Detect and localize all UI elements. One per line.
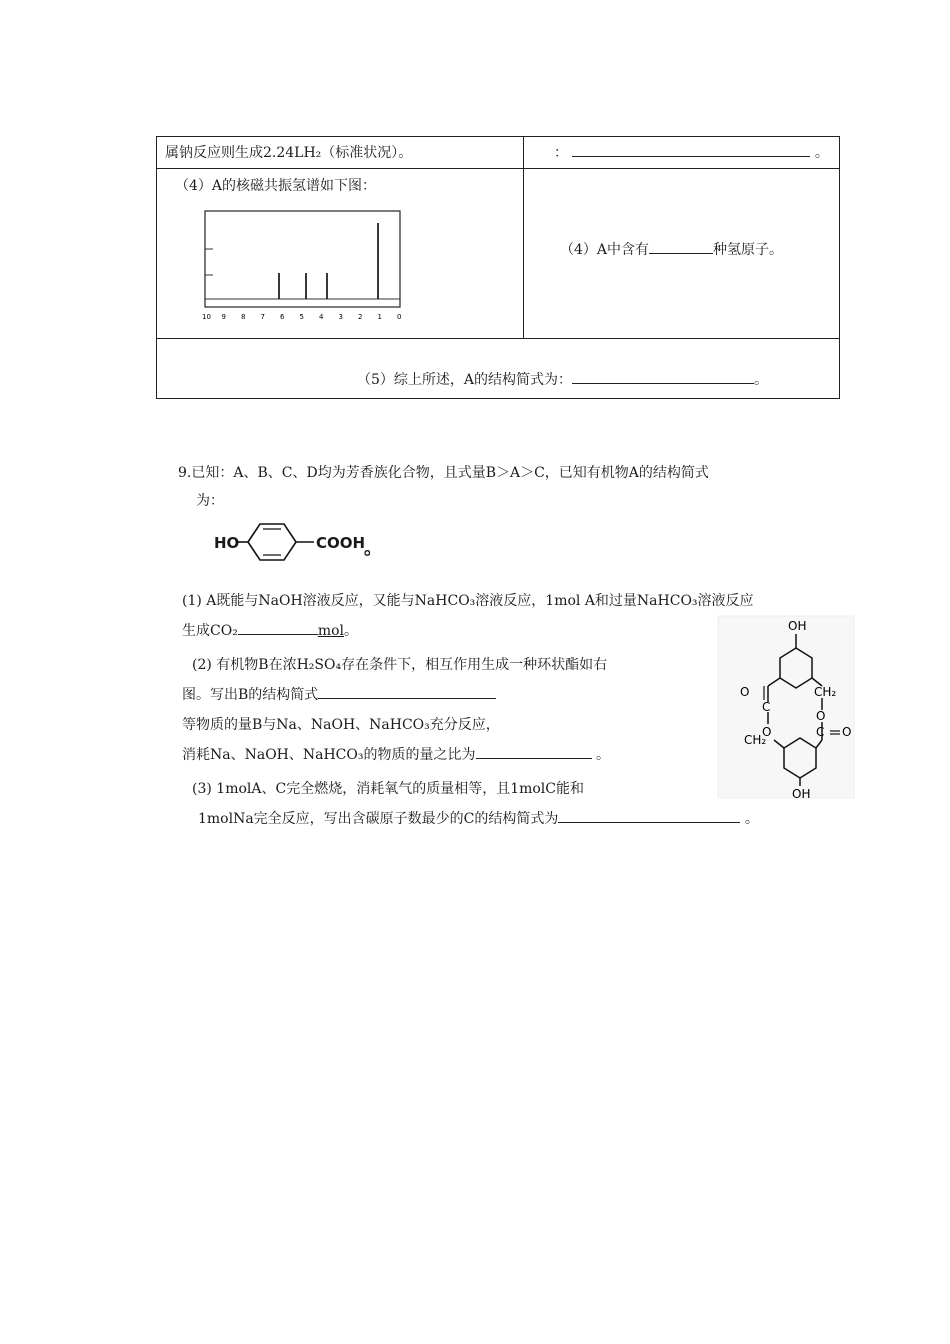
o-ring-right: O [816, 709, 826, 723]
nmr-tick-label: 8 [241, 313, 246, 321]
row3-cell [157, 339, 840, 399]
row1-end: 。 [814, 145, 829, 161]
q9-intro-line2: 为： [196, 493, 224, 509]
q9-p1-line2 [182, 620, 358, 640]
q9-p1-prefix: 生成CO₂ [182, 623, 238, 639]
watermark [718, 616, 854, 798]
question-table [156, 136, 840, 399]
answer-blank[interactable] [318, 684, 496, 699]
q9-p3-end: 。 [744, 811, 759, 827]
o-carbonyl-right: O [842, 725, 852, 739]
q9-p2-line4-end: 。 [595, 747, 610, 763]
nmr-tick-label: 5 [299, 313, 304, 321]
nmr-tick-label: 3 [338, 313, 343, 321]
row3-end: 。 [754, 372, 769, 388]
q9-p3-line1: (3) 1molA、C完全燃烧，消耗氧气的质量相等，且1molC能和 [192, 781, 584, 797]
struct-a-period: 。 [364, 538, 382, 559]
q9-p2-line1: (2) 有机物B在浓H₂SO₄存在条件下，相互作用生成一种环状酯如右 [192, 657, 608, 673]
nmr-tick-label: 4 [319, 313, 324, 321]
row1-colon: ： [554, 145, 568, 161]
struct-a-ho: HO [214, 534, 240, 552]
q9-p1-end: 。 [344, 623, 358, 639]
answer-blank[interactable] [238, 620, 318, 635]
nmr-tick-label: 0 [397, 313, 402, 321]
q9-p1-line1: (1) A既能与NaOH溶液反应，又能与NaHCO₃溶液反应，1mol A和过量NaHCO₃溶液反应 [182, 593, 754, 609]
nmr-tick-label: 9 [221, 313, 226, 321]
nmr-tick-label: 1 [377, 313, 382, 321]
c-label-right: C [816, 725, 825, 739]
cyclic-ester-structure [716, 614, 856, 804]
struct-a-cooh: COOH [316, 534, 366, 552]
answer-blank[interactable] [649, 239, 713, 254]
q9-p2-line4-prefix: 消耗Na、NaOH、NaHCO₃的物质的量之比为 [182, 747, 476, 763]
row2-right-suffix: 种氢原子。 [713, 242, 784, 258]
q9-p2-line3: 等物质的量B与Na、NaOH、NaHCO₃充分反应， [182, 717, 500, 733]
c-label-left: C [762, 700, 771, 714]
ch2-label-left: CH₂ [744, 733, 767, 747]
q9-p3-prefix: 1molNa完全反应，写出含碳原子数最少的C的结构简式为 [198, 811, 559, 827]
nmr-frame [205, 211, 400, 307]
answer-blank[interactable] [572, 369, 754, 384]
row1-left-text: 属钠反应则生成2.24LH₂（标准状况）。 [165, 145, 413, 161]
row1-right-cell [524, 137, 840, 169]
nmr-tick-label: 10 [202, 313, 211, 321]
row2-left-cell [157, 169, 524, 339]
answer-blank[interactable] [572, 142, 810, 157]
row2-right-cell [524, 169, 840, 339]
q9-p3-line2 [198, 808, 759, 828]
nmr-spectrum [197, 207, 417, 327]
o-ring-left: O [762, 725, 772, 739]
nmr-tick-label: 6 [280, 313, 285, 321]
q9-intro-line1: 9.已知：A、B、C、D均为芳香族化合物，且式量B＞A＞C，已知有机物A的结构简式 [178, 465, 709, 481]
nmr-title: （4）A的核磁共振氢谱如下图： [175, 178, 377, 194]
q9-p1-unit: mol [317, 623, 344, 639]
q9-p2-prefix: 图。写出B的结构简式 [182, 687, 319, 703]
oh-label-top: OH [788, 619, 807, 633]
row3-prefix: （5）综上所述，A的结构简式为： [357, 372, 573, 388]
answer-blank[interactable] [476, 744, 592, 759]
nmr-tick-label: 7 [260, 313, 265, 321]
row1-left-cell [157, 137, 524, 169]
nmr-tick-label: 2 [358, 313, 363, 321]
structure-a [214, 520, 384, 564]
o-carbonyl-left: O [740, 685, 750, 699]
row2-right-prefix: （4）A中含有 [560, 242, 650, 258]
benzene-ring-icon [236, 520, 320, 564]
oh-label-bottom: OH [792, 787, 811, 801]
q9-p2-line2 [182, 684, 496, 704]
q9-p2-line4 [182, 744, 610, 764]
answer-blank[interactable] [558, 808, 740, 823]
ch2-label-right: CH₂ [814, 685, 837, 699]
